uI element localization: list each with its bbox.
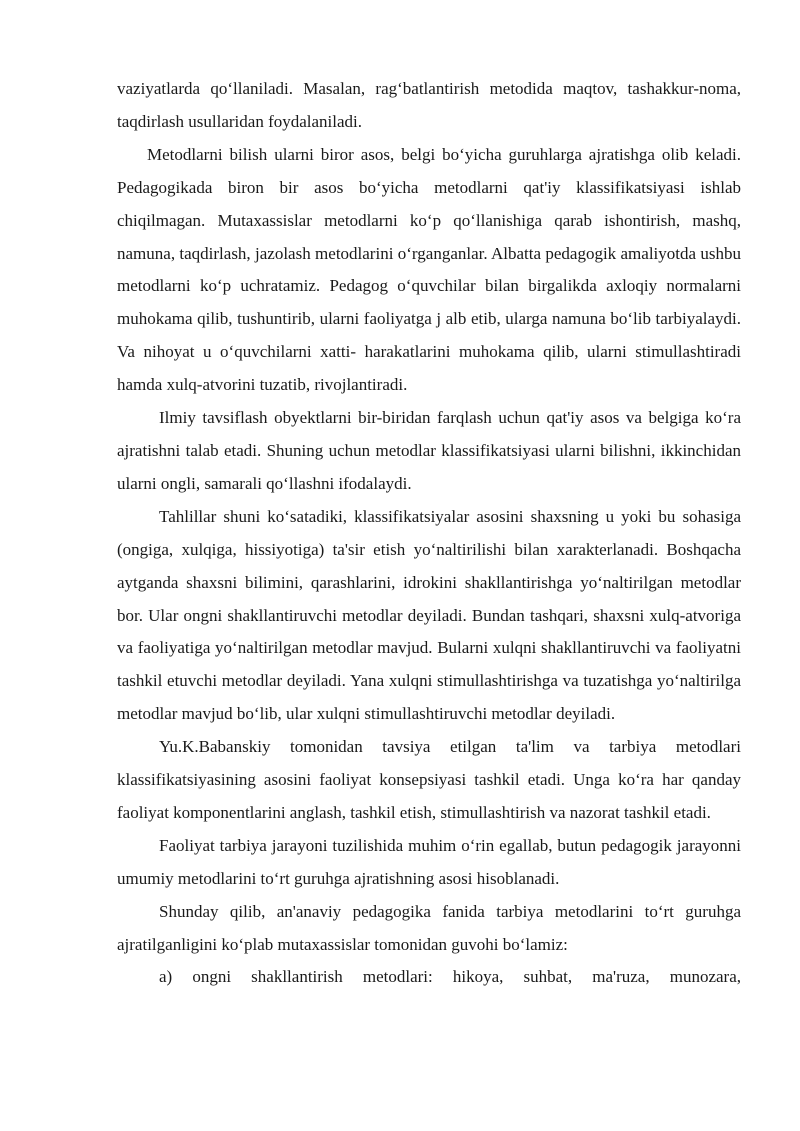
document-page: [117, 73, 741, 994]
paragraph-methods-knowledge: Metodlarni bilish ularni biror asos, belgi bo‘yicha guruhlarga ajratishga olib keladi. Pedagogikada biron bir asos bo‘yicha metodlarni qat'iy klassifikatsiyasi ishlab chiqilmagan. Mutaxassislar metodlarni ko‘p qo‘llanishiga qarab ishontirish, mashq, namuna, taqdirlash, jazolash metodlarini o‘rganganlar. Albatta pedagogik amaliyotda ushbu metodlarni ko‘p uchratamiz. Pedagog o‘quvchilar bilan birgalikda axloqiy normalarni muhokama qilib, tushuntirib, ularni faoliyatga j alb etib, ularga namuna bo‘lib tarbiyalaydi. Va nihoyat u o‘quvchilarni xatti- harakatlarini muhokama qilib, ularni stimullashtiradi hamda xulq-atvorini tuzatib, rivojlantiradi.: [117, 144, 741, 395]
paragraph-analysis: Tahlillar shuni ko‘satadiki, klassifikatsiyalar asosini shaxsning u yoki bu sohasiga (ongiga, xulqiga, hissiyotiga) ta'sir etish yo‘naltirilishi bilan xarakterlanadi. Boshqacha aytganda shaxsni bilimini, qarashlarini, idrokini shakllantirishga yo‘naltirilgan metodlar bor. Ular ongni shakllantiruvchi metodlar deyiladi. Bundan tashqari, shaxsni xulq-atvoriga va faoliyatiga yo‘naltirilgan metodlar mavjud. Bularni xulqni shakllantiruvchi va faoliyatni tashkil etuvchi metodlar deyiladi. Yana xulqni stimullashtirishga va tuzatishga yo‘naltirilga metodlar mavjud bo‘lib, ular xulqni stimullashtiruvchi metodlar deyiladi.: [117, 506, 741, 724]
paragraph-activity: Faoliyat tarbiya jarayoni tuzilishida muhim o‘rin egallab, butun pedagogik jarayonni umumiy metodlarini to‘rt guruhga ajratishning asosi hisoblanadi.: [117, 835, 741, 888]
paragraph-conclusion: Shunday qilib, an'anaviy pedagogika fanida tarbiya metodlarini to‘rt guruhga ajratilganligini ko‘plab mutaxassislar tomonidan guvohi bo‘lamiz:: [117, 901, 741, 954]
paragraph-babanskiy: Yu.K.Babanskiy tomonidan tavsiya etilgan ta'lim va tarbiya metodlari klassifikatsiyasining asosini faoliyat konsepsiyasi tashkil etadi. Unga ko‘ra har qanday faoliyat komponentlarini anglash, tashkil etish, stimullashtirish va nazorat tashkil etadi.: [117, 737, 741, 822]
paragraph-continuation: vaziyatlarda qo‘llaniladi. Masalan, rag‘batlantirish metodida maqtov, tashakkur-noma, taqdirlash usullaridan foydalaniladi.: [117, 79, 741, 131]
paragraph-scientific-description: Ilmiy tavsiflash obyektlarni bir-biridan farqlash uchun qat'iy asos va belgiga ko‘ra ajratishni talab etadi. Shuning uchun metodlar klassifikatsiyasi ularni bilishni, ikkinchidan ularni ongli, samarali qo‘llashni ifodalaydi.: [117, 408, 741, 493]
list-item-a: a) ongni shakllantirish metodlari: hikoya, suhbat, ma'ruza, munozara,: [159, 967, 741, 987]
